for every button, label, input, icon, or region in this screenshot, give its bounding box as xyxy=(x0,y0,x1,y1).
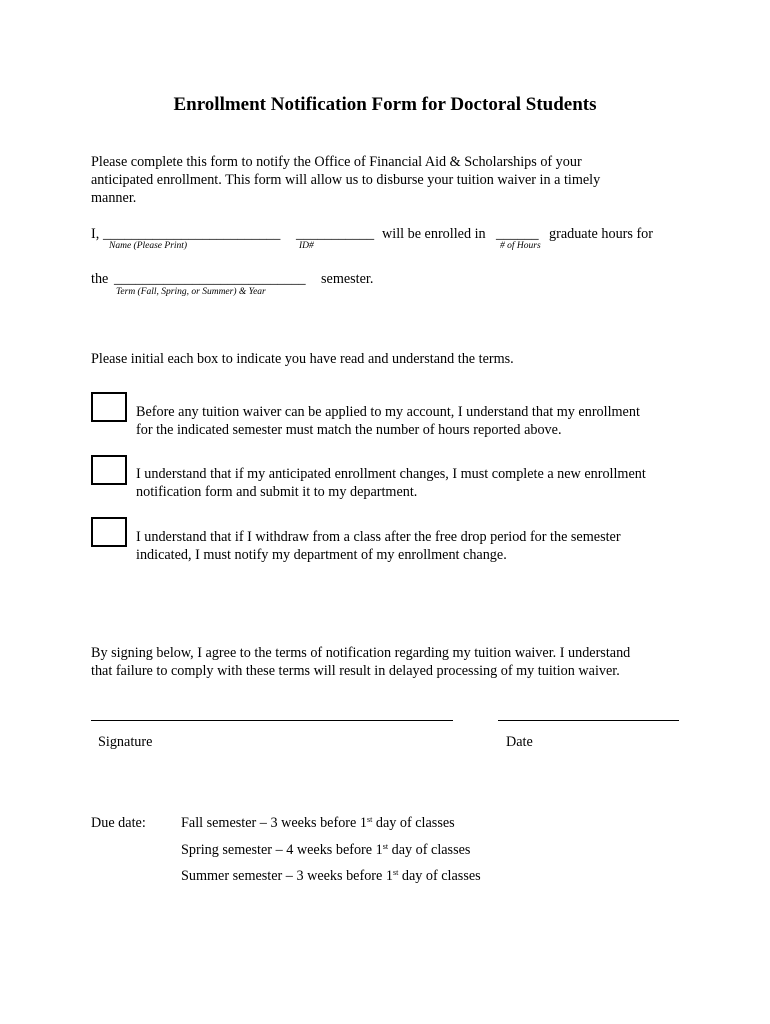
term-prefix: the xyxy=(91,271,109,287)
signature-label: Signature xyxy=(98,734,153,750)
intro-line-3: manner. xyxy=(91,190,137,206)
due-date-fall xyxy=(181,814,455,832)
term-3-text xyxy=(136,528,621,564)
enroll-prefix: I, xyxy=(91,226,100,242)
agreement-line-1: By signing below, I agree to the terms of notification regarding my tuition waiver. I understand xyxy=(91,645,631,661)
due-date-spring-sup: st xyxy=(382,842,389,851)
date-label: Date xyxy=(506,734,533,750)
id-caption: ID# xyxy=(299,241,314,251)
agreement-paragraph xyxy=(91,644,630,680)
due-date-spring xyxy=(181,841,470,859)
agreement-line-2: that failure to comply with these terms will result in delayed processing of my tuition waiver. xyxy=(91,663,620,679)
due-date-fall-sup: st xyxy=(366,815,373,824)
term-3-line-1: I understand that if I withdraw from a class after the free drop period for the semester xyxy=(136,529,621,545)
due-date-summer-sup: st xyxy=(392,868,399,877)
term-2-line-2: notification form and submit it to my department. xyxy=(136,484,418,500)
due-date-fall-after: day of classes xyxy=(372,815,455,831)
initial-instruction: Please initial each box to indicate you have read and understand the terms. xyxy=(91,351,514,367)
signature-line[interactable] xyxy=(91,720,453,721)
hours-caption: # of Hours xyxy=(500,241,541,251)
due-date-fall-text: Fall semester – 3 weeks before 1 xyxy=(181,815,367,831)
initial-box-3[interactable] xyxy=(91,517,127,547)
due-date-spring-text: Spring semester – 4 weeks before 1 xyxy=(181,842,383,858)
will-be-enrolled-text: will be enrolled in xyxy=(382,226,486,242)
due-date-summer xyxy=(181,867,481,885)
initial-box-2[interactable] xyxy=(91,455,127,485)
date-line[interactable] xyxy=(498,720,679,721)
term-blank[interactable]: ___________________________ xyxy=(114,271,306,287)
term-caption: Term (Fall, Spring, or Summer) & Year xyxy=(116,287,266,297)
intro-paragraph xyxy=(91,153,600,207)
term-1-line-1: Before any tuition waiver can be applied to my account, I understand that my enrollment xyxy=(136,404,640,420)
due-date-label: Due date: xyxy=(91,815,146,831)
form-title: Enrollment Notification Form for Doctoral Students xyxy=(173,94,597,115)
graduate-hours-text: graduate hours for xyxy=(549,226,654,242)
term-3-line-2: indicated, I must notify my department of my enrollment change. xyxy=(136,547,507,563)
hours-blank[interactable]: ______ xyxy=(496,226,539,242)
intro-line-1: Please complete this form to notify the Office of Financial Aid & Scholarships of your xyxy=(91,154,582,170)
term-1-text xyxy=(136,403,640,439)
due-date-spring-after: day of classes xyxy=(388,842,471,858)
term-2-line-1: I understand that if my anticipated enrollment changes, I must complete a new enrollment xyxy=(136,466,646,482)
name-caption: Name (Please Print) xyxy=(109,241,188,251)
id-blank[interactable]: ___________ xyxy=(296,226,375,242)
term-1-line-2: for the indicated semester must match the number of hours reported above. xyxy=(136,422,562,438)
term-2-text xyxy=(136,465,646,501)
semester-text: semester. xyxy=(321,271,374,287)
initial-box-1[interactable] xyxy=(91,392,127,422)
name-blank[interactable]: _________________________ xyxy=(103,226,281,242)
due-date-summer-after: day of classes xyxy=(398,868,481,884)
due-date-summer-text: Summer semester – 3 weeks before 1 xyxy=(181,868,393,884)
intro-line-2: anticipated enrollment. This form will allow us to disburse your tuition waiver in a timely xyxy=(91,172,601,188)
